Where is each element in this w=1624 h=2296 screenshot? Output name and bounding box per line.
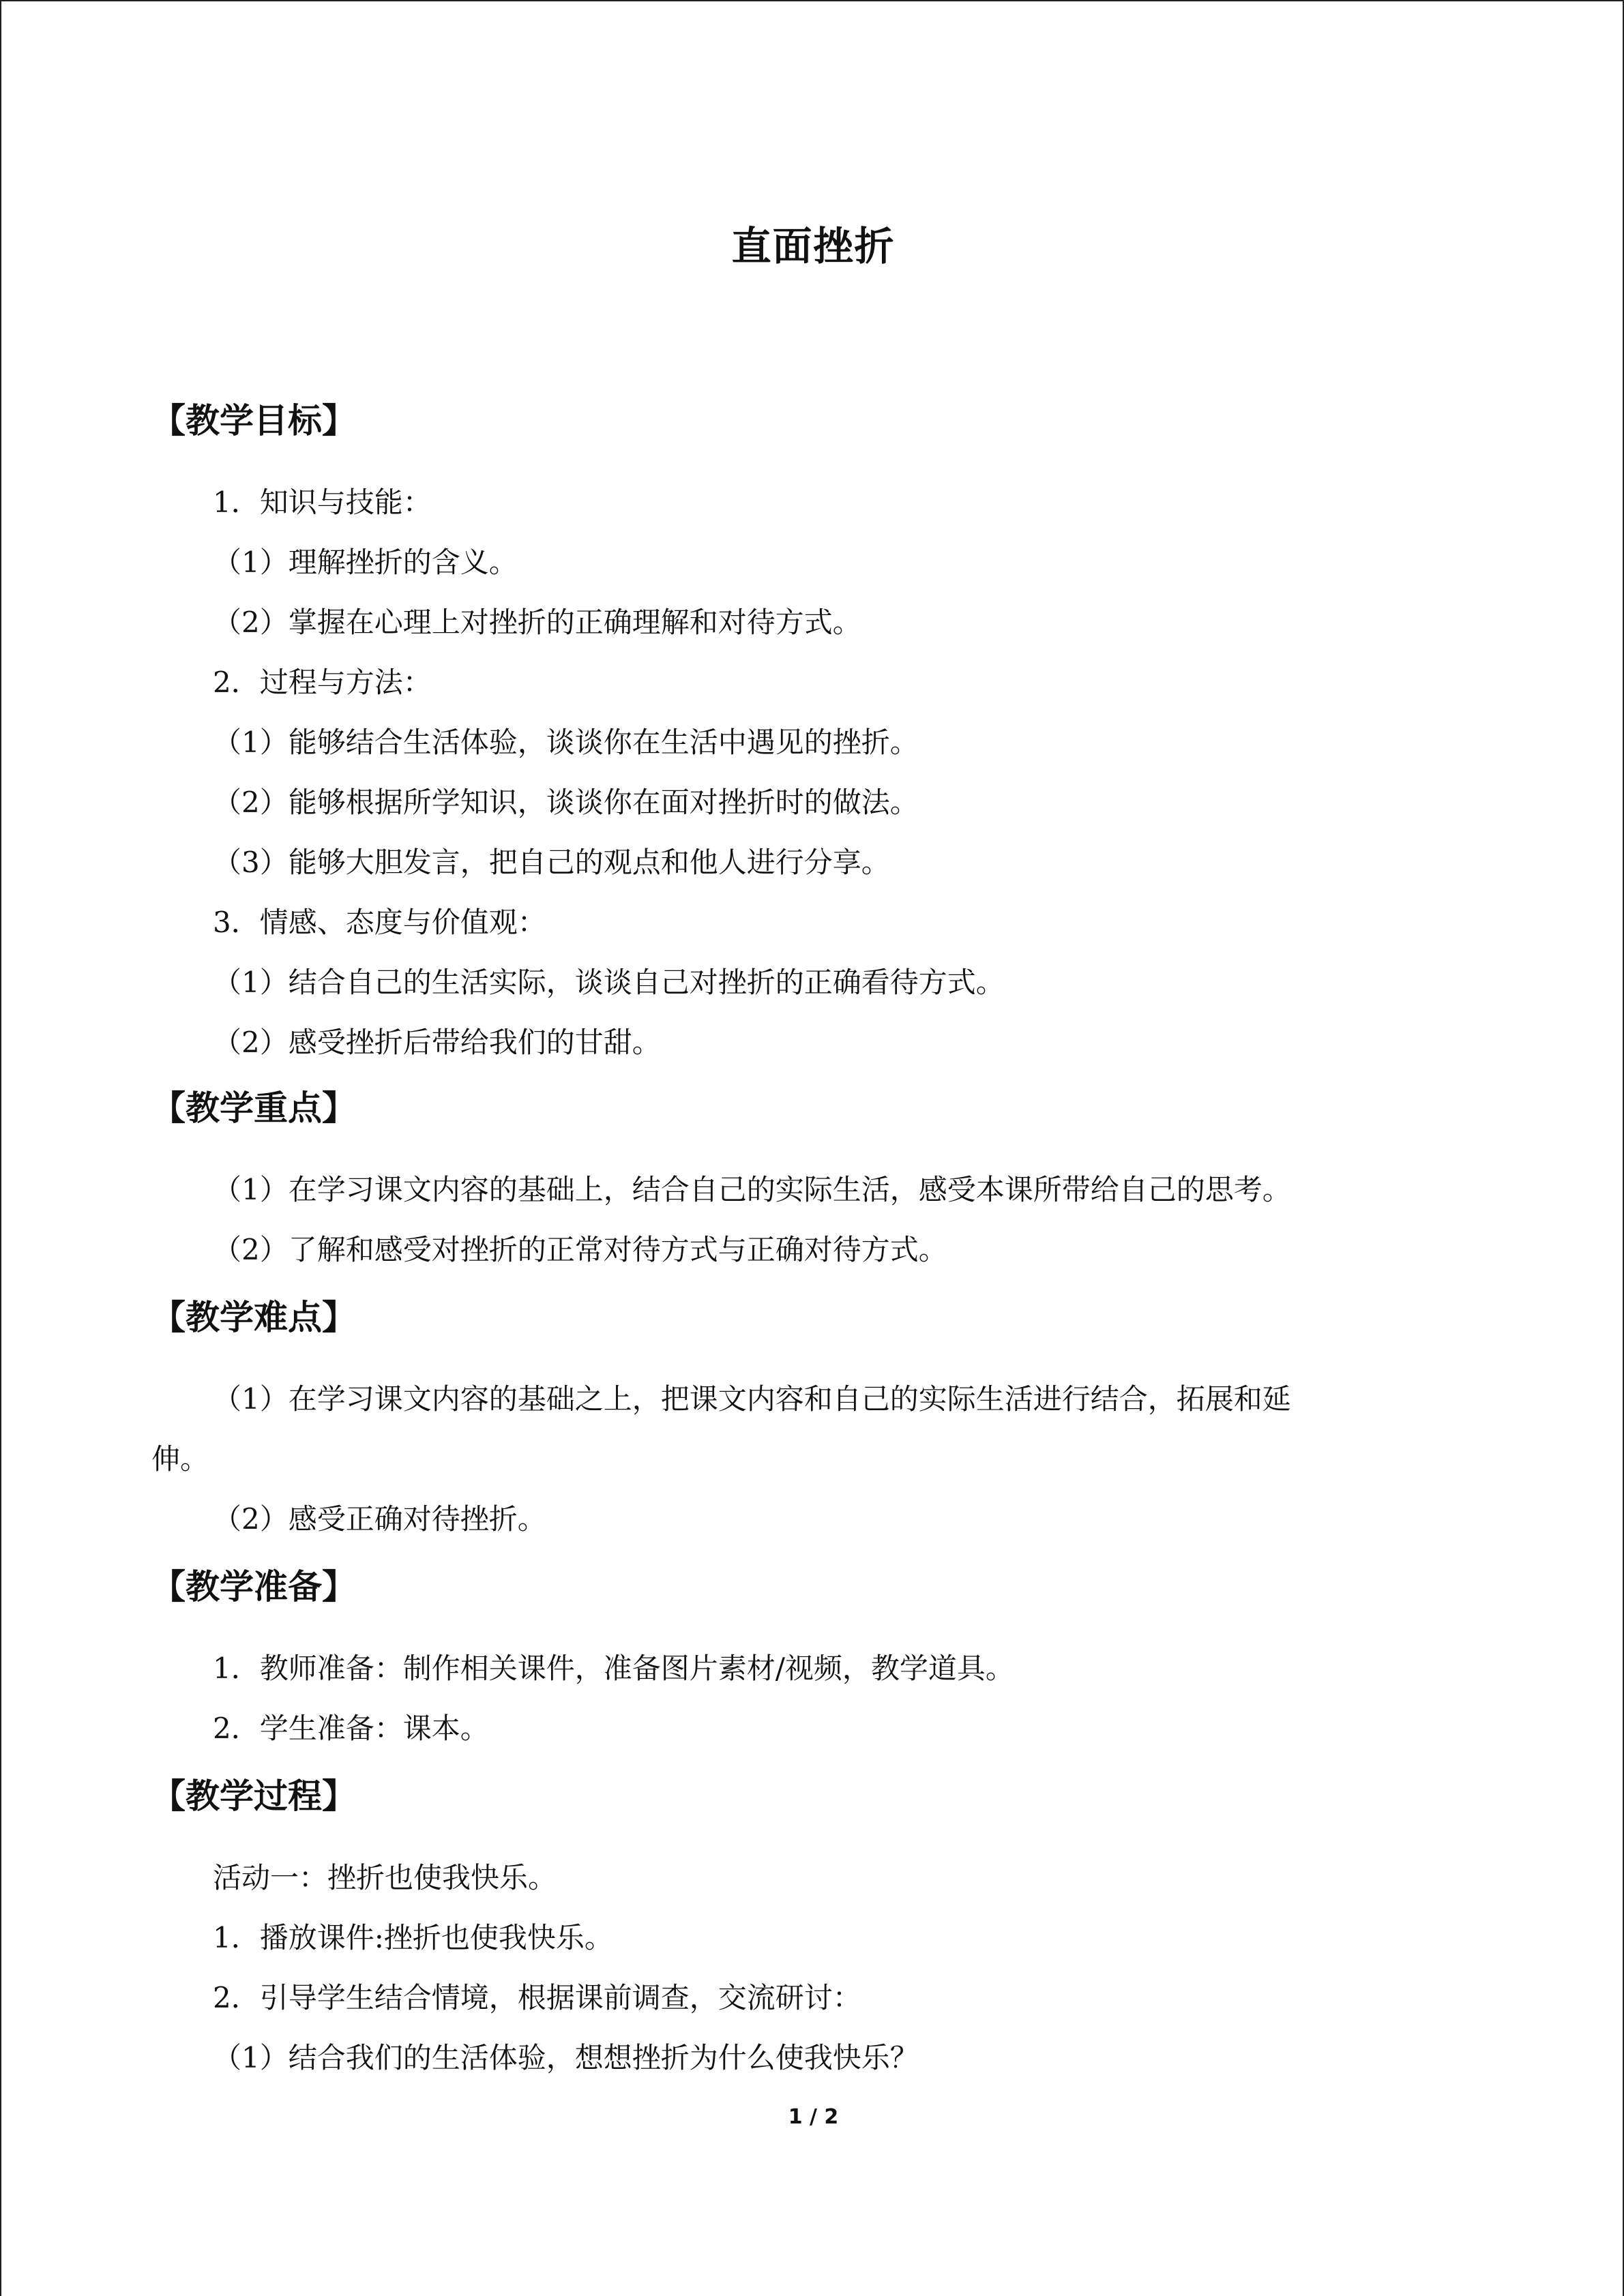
paragraph-line: 2．学生准备：课本。: [213, 1712, 489, 1745]
paragraph-line: 1．教师准备：制作相关课件，准备图片素材/视频，教学道具。: [213, 1652, 1014, 1685]
paragraph-line: 3．情感、态度与价值观：: [213, 906, 546, 939]
paragraph-line: 2．引导学生结合情境，根据课前调查，交流研讨：: [213, 1981, 861, 2014]
paragraph-line: 1．知识与技能：: [213, 486, 432, 519]
paragraph-line: （2）能够根据所学知识，谈谈你在面对挫折时的做法。: [213, 786, 919, 819]
paragraph-line: 2．过程与方法：: [213, 666, 432, 699]
paragraph-line: （2）了解和感受对挫折的正常对待方式与正确对待方式。: [213, 1233, 947, 1266]
paragraph-line: （3）能够大胆发言，把自己的观点和他人进行分享。: [213, 846, 890, 879]
paragraph-line: （1）在学习课文内容的基础上，结合自己的实际生活，感受本课所带给自己的思考。: [213, 1173, 1291, 1206]
section-process: [151, 1769, 1481, 2088]
page-title: 直面挫折: [731, 223, 896, 269]
section-preparation: [151, 1560, 1481, 1759]
paragraph-line: （1）在学习课文内容的基础之上，把课文内容和自己的实际生活进行结合，拓展和延: [213, 1382, 1291, 1416]
section-heading: 【教学准备】: [151, 1567, 356, 1607]
section-heading: 【教学目标】: [151, 401, 356, 441]
paragraph-line: 1．播放课件:挫折也使我快乐。: [213, 1921, 613, 1954]
page-number: 1 / 2: [788, 2105, 839, 2129]
section-heading: 【教学难点】: [151, 1298, 356, 1337]
paragraph-line: （1）结合自己的生活实际，谈谈自己对挫折的正确看待方式。: [213, 966, 1005, 999]
paragraph-line: （1）结合我们的生活体验，想想挫折为什么使我快乐？: [213, 2041, 919, 2074]
paragraph-line: 活动一：挫折也使我快乐。: [213, 1861, 557, 1894]
paragraph-line: （1）理解挫折的含义。: [213, 546, 518, 579]
section-objectives: [151, 393, 1481, 1073]
section-heading: 【教学过程】: [151, 1776, 356, 1816]
section-heading: 【教学重点】: [151, 1088, 356, 1128]
section-difficulties: [151, 1290, 1481, 1549]
paragraph-line: （1）能够结合生活体验，谈谈你在生活中遇见的挫折。: [213, 726, 919, 759]
paragraph-line: 伸。: [151, 1442, 209, 1476]
paragraph-line: （2）感受正确对待挫折。: [213, 1502, 546, 1536]
section-key-points: [151, 1081, 1481, 1280]
paragraph-line: （2）感受挫折后带给我们的甘甜。: [213, 1026, 661, 1059]
paragraph-line: （2）掌握在心理上对挫折的正确理解和对待方式。: [213, 606, 861, 639]
